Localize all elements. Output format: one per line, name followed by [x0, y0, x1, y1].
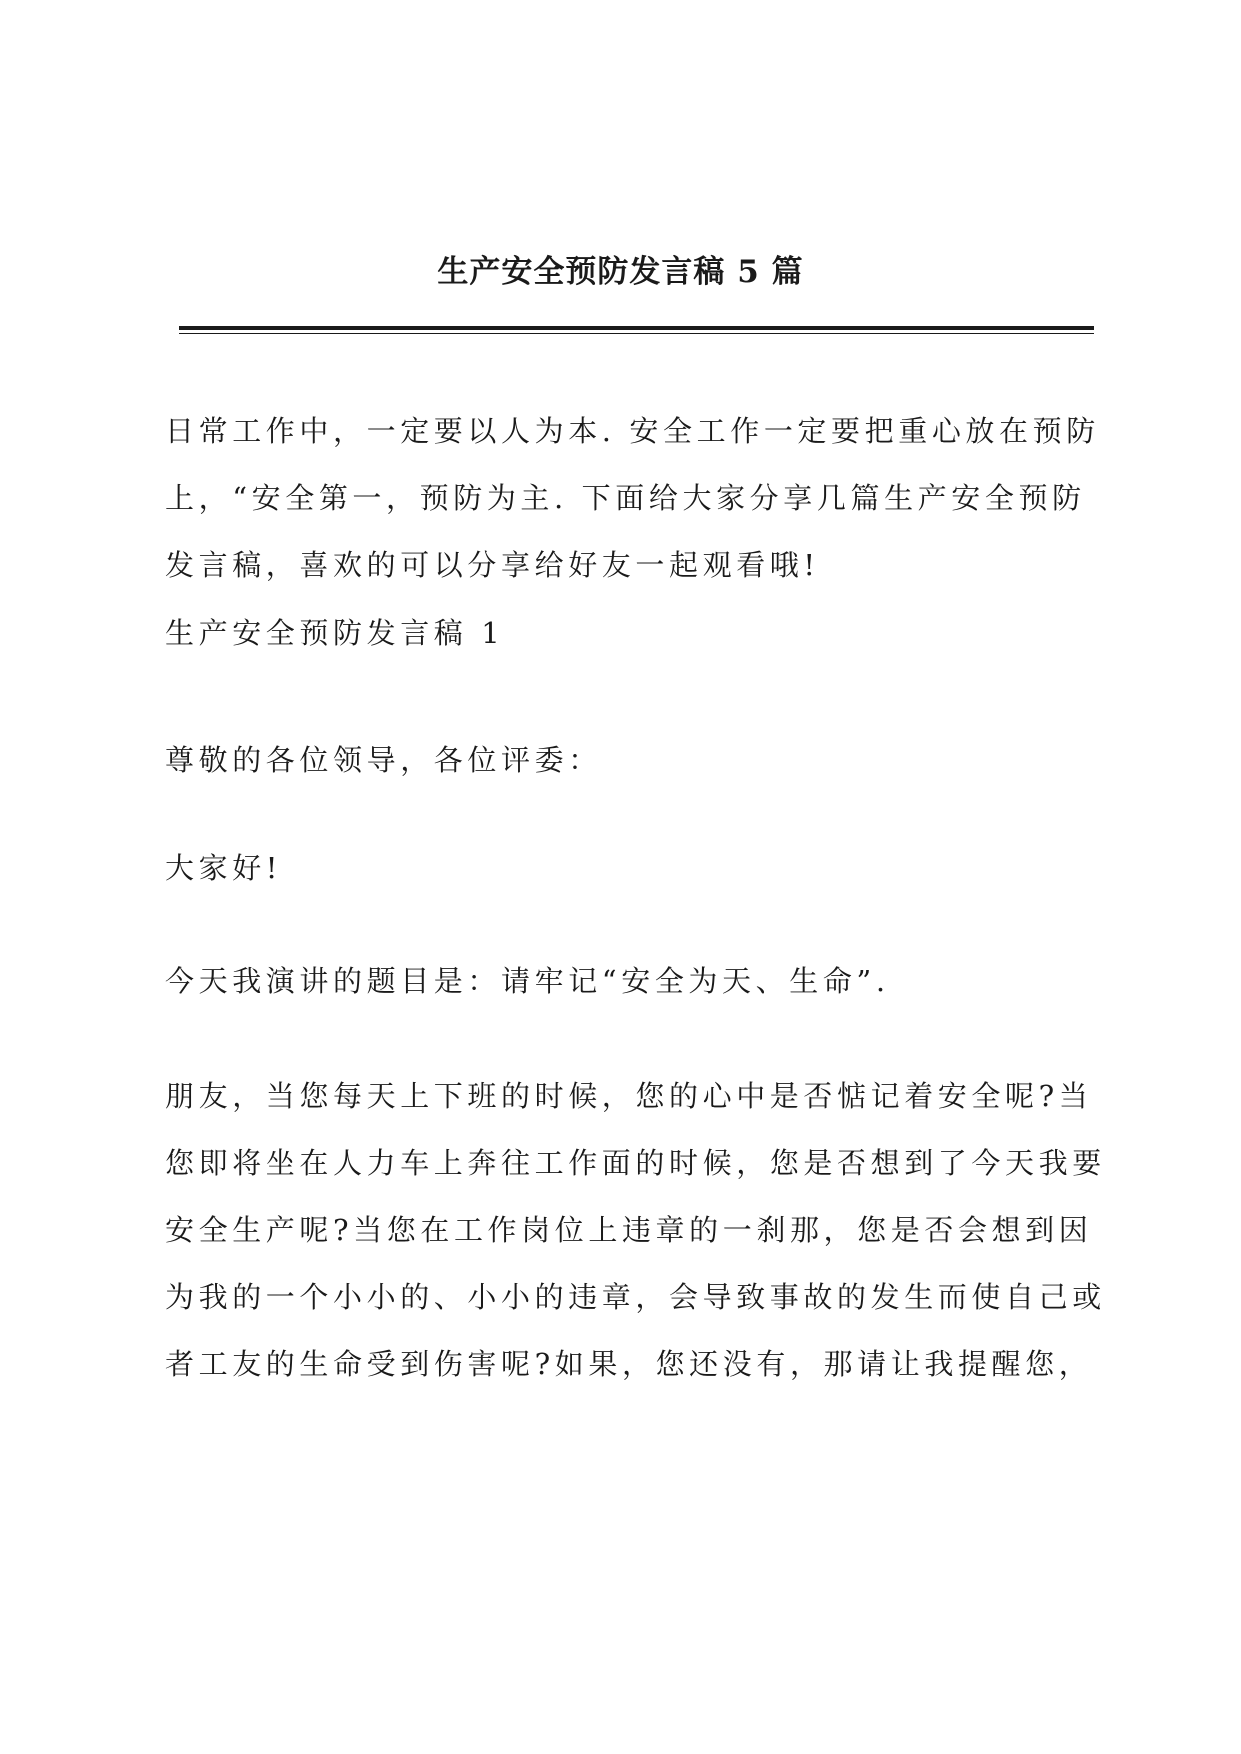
body-line: 者工友的生命受到伤害呢?如果，您还没有，那请让我提醒您，	[165, 1347, 1093, 1381]
title-divider-thin	[179, 333, 1094, 334]
speech-topic-text: 今天我演讲的题目是：请牢记“安全为天、生命”.	[165, 964, 890, 998]
body-line: 为我的一个小小的、小小的违章，会导致事故的发生而使自己或	[165, 1280, 1106, 1314]
section-heading-text: 生产安全预防发言稿 1	[165, 616, 505, 650]
intro-paragraph	[165, 398, 1100, 599]
speech-topic	[165, 948, 1085, 1015]
body-paragraph	[165, 1063, 1106, 1398]
intro-line: 发言稿，喜欢的可以分享给好友一起观看哦!	[165, 548, 820, 582]
greeting	[165, 835, 1085, 902]
body-line: 安全生产呢?当您在工作岗位上违章的一刹那，您是否会想到因	[165, 1213, 1093, 1247]
intro-line: 上，“安全第一，预防为主. 下面给大家分享几篇生产安全预防	[165, 481, 1086, 515]
salutation	[165, 727, 1085, 794]
body-line: 朋友，当您每天上下班的时候，您的心中是否惦记着安全呢?当	[165, 1079, 1093, 1113]
intro-line: 日常工作中，一定要以人为本. 安全工作一定要把重心放在预防	[165, 414, 1100, 448]
document-title: 生产安全预防发言稿 5 篇	[437, 254, 804, 290]
body-line: 您即将坐在人力车上奔往工作面的时候，您是否想到了今天我要	[165, 1146, 1106, 1180]
section-heading	[165, 600, 1085, 667]
salutation-text: 尊敬的各位领导，各位评委：	[165, 743, 602, 777]
greeting-text: 大家好!	[165, 851, 283, 885]
title-divider-thick	[179, 326, 1094, 330]
